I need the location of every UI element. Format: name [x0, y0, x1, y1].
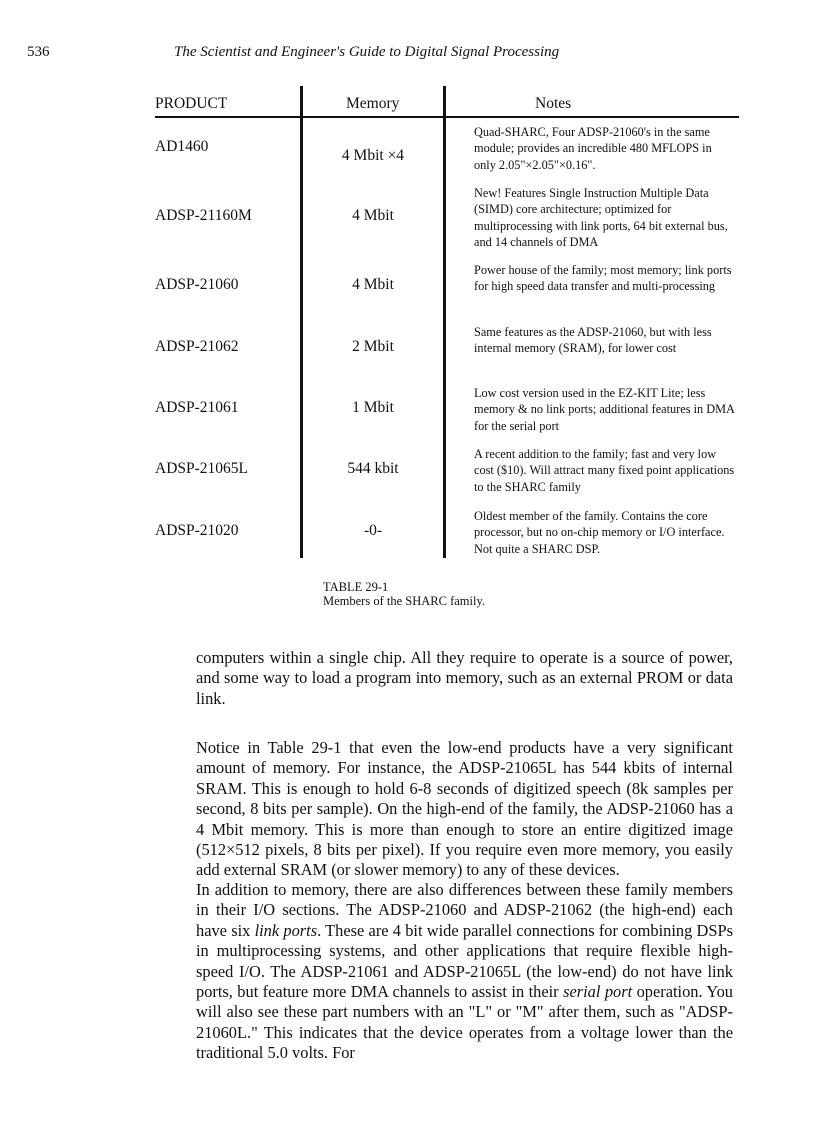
paragraph-text: In addition to memory, there are also differences between these family members in their I/O sections. The ADSP-21060 and ADSP-21062 (the high-end) each have six: [196, 880, 733, 940]
header-memory: Memory: [346, 95, 400, 112]
paragraph: [196, 880, 733, 1064]
product-cell: ADSP-21060: [155, 276, 239, 293]
page-number: 536: [27, 44, 50, 60]
term-serial-port: serial port: [563, 982, 633, 1002]
column-divider: [443, 86, 446, 558]
notes-cell: New! Features Single Instruction Multiple Data (SIMD) core architecture; optimized for multiprocessing with link ports, 64 bit external bus, and 14 channels of DMA: [474, 186, 728, 249]
header-notes: Notes: [535, 95, 572, 112]
caption-title: Members of the SHARC family.: [323, 594, 486, 608]
notes-cell: Oldest member of the family. Contains the core processor, but no on-chip memory or I/O interface. Not quite a SHARC DSP.: [474, 509, 725, 556]
notes-cell: Low cost version used in the EZ-KIT Lite; less memory & no link ports; additional features in DMA for the serial port: [474, 386, 735, 433]
caption-label: TABLE 29-1: [323, 580, 389, 594]
product-cell: ADSP-21065L: [155, 460, 249, 477]
sharc-family-table: [155, 86, 739, 558]
memory-cell: 4 Mbit ×4: [341, 147, 405, 164]
notes-cell: A recent addition to the family; fast and very low cost ($10). Will attract many fixed point applications to the SHARC family: [474, 447, 735, 494]
notes-cell: Quad-SHARC, Four ADSP-21060's in the same module; provides an incredible 480 MFLOPS in only 2.05"×2.05"×0.16".: [474, 125, 712, 172]
memory-cell: 4 Mbit: [352, 207, 394, 224]
memory-cell: 544 kbit: [347, 460, 399, 477]
product-cell: AD1460: [155, 138, 209, 155]
paragraph: computers within a single chip. All they require to operate is a source of power, and some way to load a program into memory, such as an external PROM or data link.: [196, 648, 733, 708]
product-cell: ADSP-21061: [155, 399, 239, 416]
memory-cell: 4 Mbit: [352, 276, 394, 293]
product-cell: ADSP-21020: [155, 522, 239, 539]
memory-cell: -0-: [363, 522, 383, 539]
table-caption: [323, 580, 485, 608]
notes-cell: Power house of the family; most memory; link ports for high speed data transfer and multi-processing: [474, 263, 732, 294]
term-link-ports: link ports: [254, 920, 318, 940]
product-cell: ADSP-21062: [155, 338, 239, 355]
paragraph-text: operation. You will also see these part numbers with an "L" or "M" after them, such as "ADSP-21060L." This indicates that the device operates from a voltage lower than the traditional 5.0 volts. For: [196, 982, 733, 1063]
memory-cell: 2 Mbit: [352, 338, 394, 355]
notes-cell: Same features as the ADSP-21060, but with less internal memory (SRAM), for lower cost: [474, 325, 712, 356]
memory-cell: 1 Mbit: [352, 399, 394, 416]
paragraph: Notice in Table 29-1 that even the low-end products have a very significant amount of memory. For instance, the ADSP-21065L has 544 kbits of internal SRAM. This is enough to hold 6-8 seconds of digitized speech (8k samples per second, 8 bits per sample). On the high-end of the family, the ADSP-21060 has a 4 Mbit memory. This is more than enough to store an entire digitized image (512×512 pixels, 8 bits per pixel). If you require even more memory, you easily add external SRAM (or slower memory) to any of these devices.: [196, 738, 733, 880]
running-head: The Scientist and Engineer's Guide to Digital Signal Processing: [174, 44, 560, 60]
header-rule: [155, 116, 739, 118]
product-cell: ADSP-21160M: [155, 207, 252, 224]
header-product: PRODUCT: [155, 95, 228, 112]
paragraph-text: . These are 4 bit wide parallel connections for combining DSPs in multiprocessing systems, and other applications that require flexible high-speed I/O. The ADSP-21061 and ADSP-21065L (the low-end) do not have link ports, but feature more DMA channels to assist in their: [196, 920, 733, 1002]
